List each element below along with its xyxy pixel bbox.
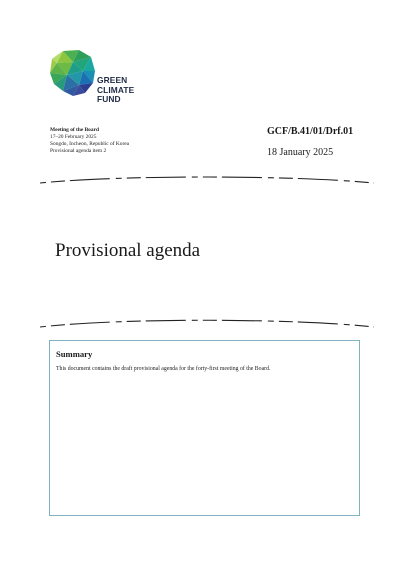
meeting-location: Songdo, Incheon, Republic of Korea	[50, 141, 130, 147]
meeting-title: Meeting of the Board	[50, 127, 99, 133]
document-date: 18 January 2025	[267, 147, 334, 158]
gcf-logo	[49, 49, 149, 109]
logo-line-2: CLIMATE	[97, 84, 135, 95]
summary-text: This document contains the draft provisional agenda for the forty-first meeting of the Board.	[56, 366, 271, 372]
meeting-agenda-item: Provisional agenda item 2	[50, 148, 107, 154]
meeting-info	[50, 127, 129, 155]
page-title: Provisional agenda	[55, 240, 201, 261]
bottom-divider	[40, 316, 374, 330]
logo-line-3: FUND	[97, 94, 121, 105]
summary-heading: Summary	[56, 349, 93, 359]
summary-box	[49, 340, 360, 516]
top-divider	[40, 173, 374, 187]
logo-wordmark	[97, 76, 134, 105]
document-reference: GCF/B.41/01/Drf.01	[267, 126, 354, 137]
logo-line-1: GREEN	[97, 75, 128, 85]
globe-logo-icon	[49, 49, 97, 97]
meeting-dates: 17–20 February 2025	[50, 134, 97, 140]
